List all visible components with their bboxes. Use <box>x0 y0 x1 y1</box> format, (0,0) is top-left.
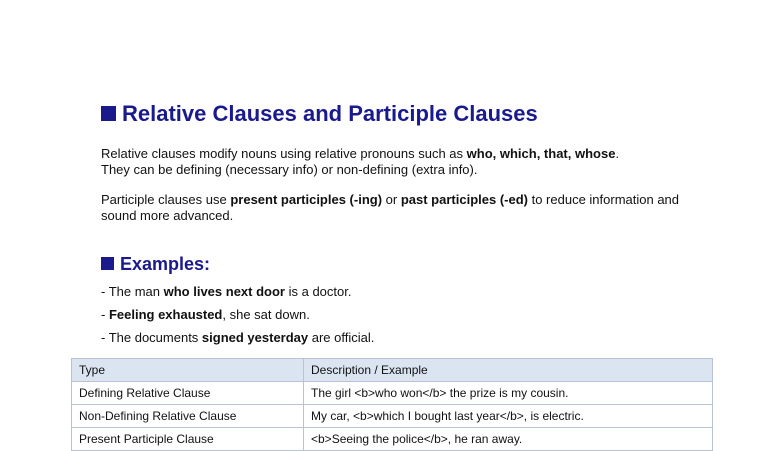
table-cell: The girl <b>who won</b> the prize is my cousin. <box>304 382 713 405</box>
text-run: , she sat down. <box>222 307 310 322</box>
table-cell: Non-Defining Relative Clause <box>72 405 304 428</box>
bold-text-run: signed yesterday <box>201 330 309 345</box>
intro-paragraph-relative <box>101 146 701 178</box>
table-cell: My car, <b>which I bought last year</b>, is electric. <box>304 405 713 428</box>
square-bullet-icon <box>101 106 116 121</box>
bold-text-run: present participles (-ing) <box>230 192 383 207</box>
table-row <box>72 382 713 405</box>
clause-types-table <box>71 358 713 451</box>
text-run: are official. <box>308 330 375 345</box>
example-item <box>101 330 374 346</box>
bold-text-run: Feeling exhausted <box>108 307 223 322</box>
example-item <box>101 307 310 323</box>
table-cell: <b>Seeing the police</b>, he ran away. <box>304 428 713 451</box>
table-cell: Present Participle Clause <box>72 428 304 451</box>
text-run: or <box>382 192 401 207</box>
page-title-text: Relative Clauses and Participle Clauses <box>122 101 538 126</box>
table-header-cell: Type <box>72 359 304 382</box>
text-run: is a doctor. <box>284 284 352 299</box>
text-run: Participle clauses use <box>101 192 231 207</box>
text-run: . <box>615 146 620 161</box>
bold-text-run: who, which, that, whose <box>466 146 616 161</box>
page-title <box>101 101 538 127</box>
text-run: to reduce information and sound more advanced. <box>101 192 680 223</box>
text-run: - The man <box>101 284 164 299</box>
bold-text-run: who lives next door <box>163 284 285 299</box>
intro-paragraph-participle <box>101 192 701 224</box>
table-row <box>72 428 713 451</box>
table-header-row <box>72 359 713 382</box>
examples-heading-text: Examples: <box>120 254 211 274</box>
text-run: They can be defining (necessary info) or non-defining (extra info). <box>101 162 478 177</box>
text-run: - <box>101 307 109 322</box>
bold-text-run: past participles (-ed) <box>400 192 528 207</box>
table-cell: Defining Relative Clause <box>72 382 304 405</box>
text-run: - The documents <box>101 330 202 345</box>
example-item <box>101 284 351 300</box>
text-run: Relative clauses modify nouns using relative pronouns such as <box>101 146 467 161</box>
square-bullet-icon <box>101 257 114 270</box>
examples-heading <box>101 254 210 275</box>
table-header-cell: Description / Example <box>304 359 713 382</box>
table-row <box>72 405 713 428</box>
